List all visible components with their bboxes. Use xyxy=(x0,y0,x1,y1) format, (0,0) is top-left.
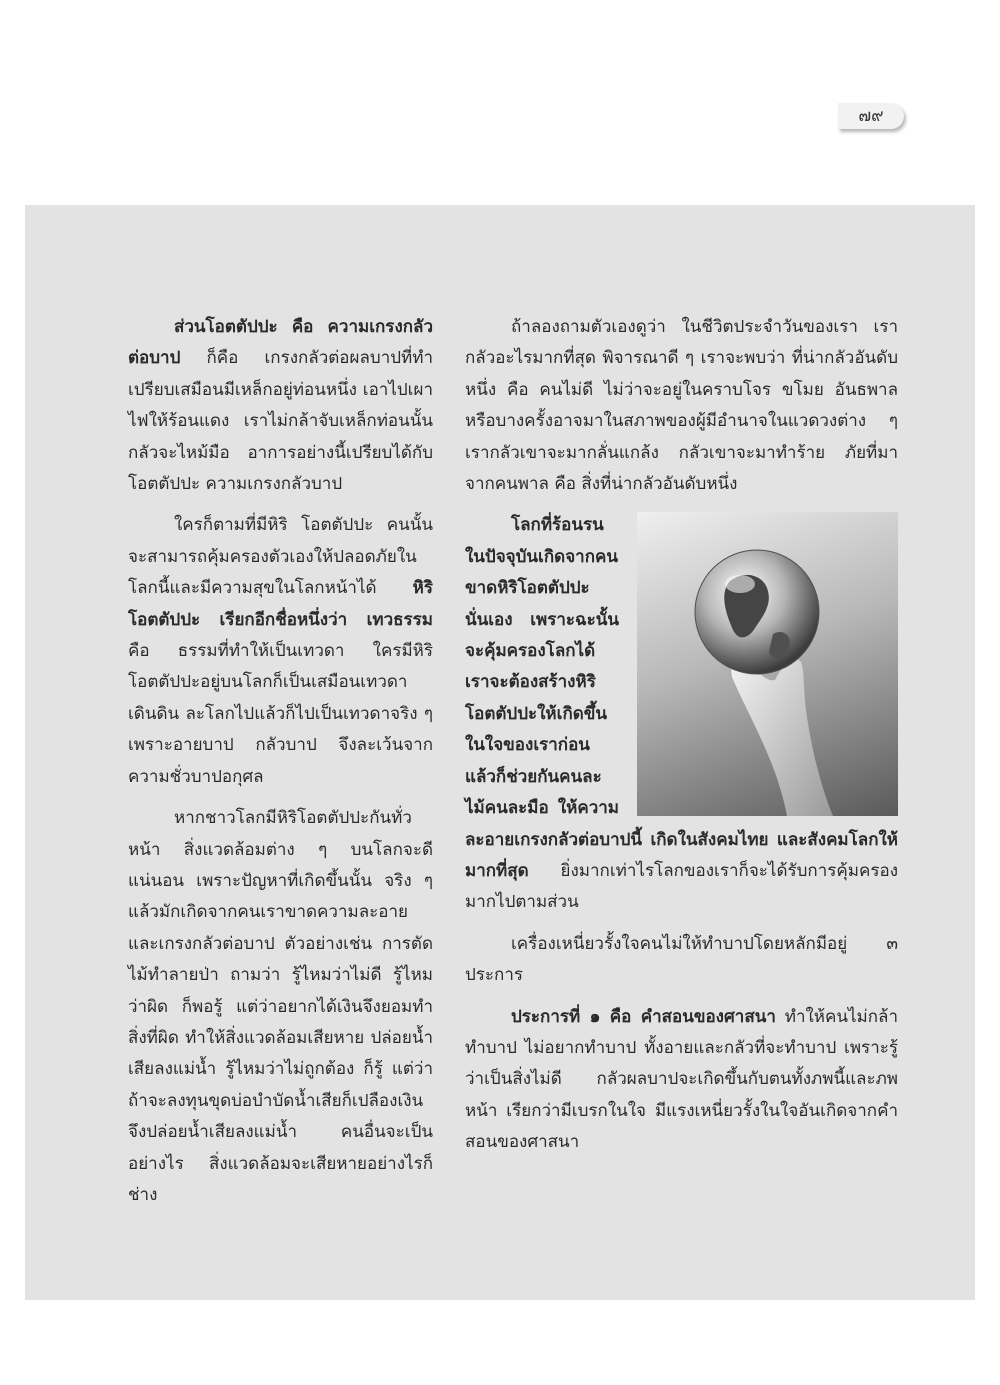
protect-world-bold: โลกที่ร้อนรนในปัจจุบันเกิดจากคนขาดหิริโอตตัปปะนั่นเอง เพราะฉะนั้นจะคุ้มครองโลกได้ เราจะต้องสร้างหิริโอตตัปปะให้เกิดขึ้นในใจของเราก่อน แล้วก็ช่วยกันคนละไม้คนละมือ ให้ความละอายเกรงกลัวต่อบาปนี้ เกิดในสังคมไทย และสังคมโลกให้มากที่สุด xyxy=(465,515,898,881)
paragraph-protect-world xyxy=(465,510,898,918)
ottappa-definition-bold: ส่วนโอตตัปปะ คือ ความเกรงกลัวต่อบาป xyxy=(128,317,433,369)
paragraph-ottappa xyxy=(128,312,433,500)
right-column xyxy=(465,312,898,1159)
paragraph-world-environment xyxy=(128,803,433,1211)
fear-bad-people-text: ถ้าลองถามตัวเองดูว่า ในชีวิตประจำวันของเรา เรากลัวอะไรมากที่สุด พิจารณาดี ๆ เราจะพบว่า ที่น่ากลัวอันดับหนึ่ง คือ คนไม่ดี ไม่ว่าจะอยู่ในคราบโจร ขโมย อันธพาล หรือบางครั้งอาจมาในสภาพของผู้มีอำนาจในแวดวงต่าง ๆ เรากลัวเขาจะมากลั่นแกล้ง กลัวเขาจะมาทำร้าย ภัยที่มาจากคนพาล คือ สิ่งที่น่ากลัวอันดับหนึ่ง xyxy=(465,317,898,495)
tevadhamma-text-b: คือ ธรรมที่ทำให้เป็นเทวดา ใครมีหิริโอตตัปปะอยู่บนโลกก็เป็นเสมือนเทวดาเดินดิน ละโลกไปแล้วก็ไปเป็นเทวดาจริง ๆ เพราะอายบาป กลัวบาป จึงละเว้นจากความชั่วบาปอกุศล xyxy=(128,641,433,787)
paragraph-tevadhamma xyxy=(128,510,433,793)
world-environment-text: หากชาวโลกมีหิริโอตตัปปะกันทั่วหน้า สิ่งแวดล้อมต่าง ๆ บนโลกจะดีแน่นอน เพราะปัญหาที่เกิดขึ้นนั้น จริง ๆ แล้วมักเกิดจากคนเราขาดความละอายและเกรงกลัวต่อบาป ตัวอย่างเช่น การตัดไม้ทำลายป่า ถามว่า รู้ไหมว่าไม่ดี รู้ไหมว่าผิด ก็พอรู้ แต่ว่าอยากได้เงินจึงยอมทำสิ่งที่ผิด ทำให้สิ่งแวดล้อมเสียหาย ปล่อยน้ำเสียลงแม่น้ำ รู้ไหมว่าไม่ถูกต้อง ก็รู้ แต่ว่าถ้าจะลงทุนขุดบ่อบำบัดน้ำเสียก็เปลืองเงิน จึงปล่อยน้ำเสียลงแม่น้ำ คนอื่นจะเป็นอย่างไร สิ่งแวดล้อมจะเสียหายอย่างไรก็ช่าง xyxy=(128,808,433,1205)
ottappa-definition-text: ก็คือ เกรงกลัวต่อผลบาปที่ทำเปรียบเสมือนมีเหล็กอยู่ท่อนหนึ่ง เอาไปเผาไฟให้ร้อนแดง เราไม่กล้าจับเหล็กท่อนนั้น กลัวจะไหม้มือ อาการอย่างนี้เปรียบได้กับโอตตัปปะ ความเกรงกลัวบาป xyxy=(128,348,433,495)
paragraph-fear-bad-people xyxy=(465,312,898,500)
globe-hand-photo xyxy=(637,512,898,816)
tevadhamma-text-a: ใครก็ตามที่มีหิริ โอตตัปปะ คนนั้นจะสามารถคุ้มครองตัวเองให้ปลอดภัยในโลกนี้และมีความสุขในโลกหน้าได้ xyxy=(128,515,433,599)
page-number: ๗๙ xyxy=(838,103,904,129)
paragraph-religious-teaching xyxy=(465,1002,898,1159)
paragraph-three-restraints xyxy=(465,929,898,992)
religious-teaching-bold: ประการที่ ๑ คือ คำสอนของศาสนา xyxy=(511,1006,776,1027)
three-restraints-text: เครื่องเหนี่ยวรั้งใจคนไม่ให้ทำบาปโดยหลักมีอยู่ ๓ ประการ xyxy=(465,933,898,986)
protect-world-text: ยิ่งมากเท่าไรโลกของเราก็จะได้รับการคุ้มครองมากไปตามส่วน xyxy=(465,860,898,913)
religious-teaching-text: ทำให้คนไม่กล้าทำบาป ไม่อยากทำบาป ทั้งอายและกลัวที่จะทำบาป เพราะรู้ว่าเป็นสิ่งไม่ดี กลัวผลบาปจะเกิดขึ้นกับตนทั้งภพนี้และภพหน้า เรียกว่ามีเบรกในใจ มีแรงเหนี่ยวรั้งในใจอันเกิดจากคำสอนของศาสนา xyxy=(465,1006,898,1153)
hand-holding-globe-icon xyxy=(637,512,898,816)
left-column xyxy=(128,312,433,1211)
tevadhamma-bold: หิริโอตตัปปะ เรียกอีกชื่อหนึ่งว่า เทวธรรม xyxy=(128,578,433,630)
